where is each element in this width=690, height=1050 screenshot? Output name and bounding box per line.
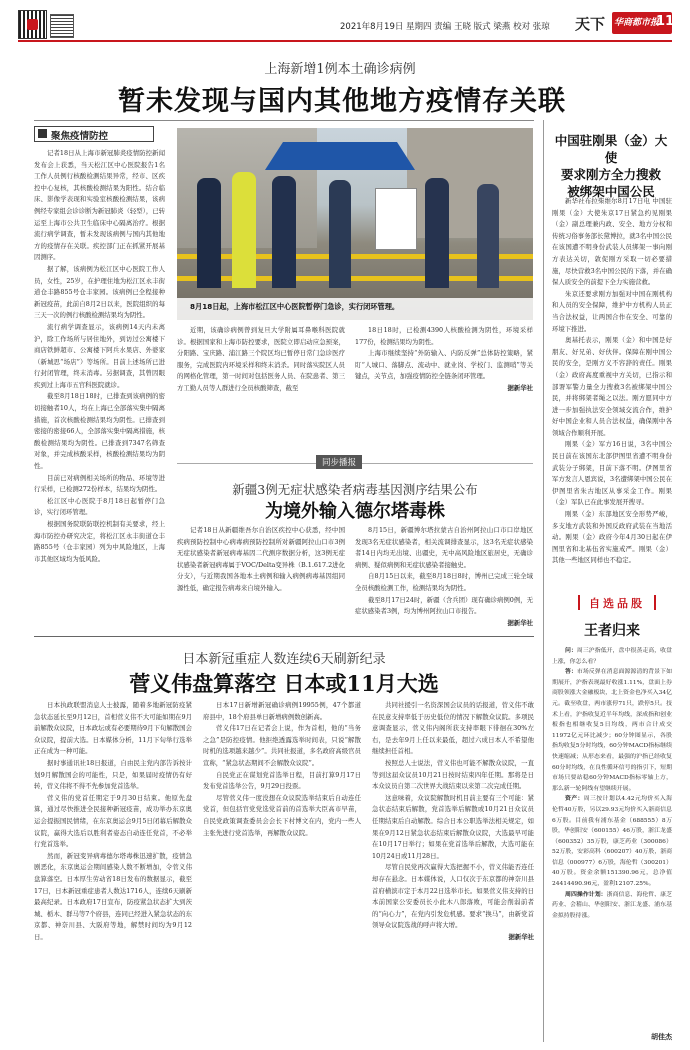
qa-label: 周四操作计划： xyxy=(565,890,607,898)
qa-text: 浙商信息、海伦哲、康芝药业、会稽山、华创阳安、浙江龙盛、浦东基金拟持股待涨。 xyxy=(552,891,672,919)
japan-col-2 xyxy=(203,700,361,1042)
lead-tag-label: 聚焦疫情防控 xyxy=(51,131,109,142)
sync-label: 同步播报 xyxy=(316,455,362,469)
second-para-1: 记者18日从新疆维吾尔自治区疾控中心获悉，经中国疾病预防控制中心病毒病预防控制所对新疆阿拉山口市3例无症状感染者新冠病毒基因二代测序数据分析，这3例无症状感染者新冠病毒属于VOC/Delta变异株（B.1.617.2进化分支），与近期我国各地本土病例和输入病例病毒基因组同源性低，确定报告病毒来自境外输入。 xyxy=(177,526,345,592)
lead-col-2 xyxy=(177,325,345,441)
qa-text: 周三按计划以4.42元均价买入海伦哲40万股，另以29.93元均价买入浙商信息6万股。目前我有浦东基金（688555）8万股，华创阳安（600155）46万股，浙江龙盛（600352）35万股，康芝药业（300086）52万股，安彩高科（600207）40万股，浙商信息（000977）6万股，海伦哲（300201）40万股。资金余额151390.96元，总净值24414490.96元，盈利12107.25%。 xyxy=(552,796,672,888)
tent-icon xyxy=(265,142,415,170)
lead-credit: 据新华社 xyxy=(507,383,533,392)
lead-para-1: 记者18日从上海市新冠肺炎疫情防控新闻发布会上获悉，当天松江区中心医院报告1名工作人员例行核酸检测结果异常，经市、区疾控中心复核，其核酸检测结果为阳性。结合临床、影像学表现和实验室核酸检测结果，该病例经专家组会诊诊断为新冠肺炎（轻型），已转运至上海市公共卫生临床中心隔离治疗。根据流行病学调查，暂未发现该病例与国内其他地方的疫情存在关联。疾控部门正在抓紧开展基因测序。 xyxy=(34,149,165,262)
qa-item xyxy=(552,794,672,889)
second-col-2 xyxy=(355,525,533,629)
japan-para-6: 菅义伟17日在记者会上说，作为首相，他的“当务之急”是防控疫情。他拒绝透露选举时间表，只说“解散时机的选项越来越少”。共同社报道，多名政府高级官员宣称，“紧急状态期间不会解散众议院”。 xyxy=(203,724,361,767)
second-credit: 据新华社 xyxy=(507,618,533,627)
stock-tag-label: 自选品股 xyxy=(589,597,645,610)
photo-caption: 8月18日起，上海市松江区中心医院暂停门急诊，实行闭环管理。 xyxy=(190,302,400,311)
japan-para-1: 日本执政联盟消息人士披露，随着多地新冠防疫紧急状态延长至9月12日，首相菅义伟不大可能如期在9月前解散众议院，日本政坛或有必要期待9月下旬解散国会众议院，提前大选。日本媒体分析，11月下旬举行选举正在成为一种可能。 xyxy=(34,701,192,756)
japan-para-9: 共同社援引一名资深国会议员的话报道，菅义伟不敢在民意支持率低于历史低位的情况下解散众议院。多项民意调查显示，菅义伟内阁所获支持率眼下徘徊在30%左右，是去年9月上任以来最低，超过六成日本人不希望他继续担任首相。 xyxy=(372,701,534,756)
lead-tag xyxy=(34,126,154,142)
qa-item xyxy=(552,890,672,922)
stock-credit: 胡佳杰 xyxy=(651,1033,672,1041)
japan-para-4: 然而，新冠变异病毒德尔塔毒株迅速扩散，疫情急剧恶化，东京奥运会期间感染人数不断增加，令菅义伟盘算落空。日本厚生劳动省18日发布的数据显示，截至17日，日本新冠重症患者人数达1716人，连续6天刷新最高纪录。日本政府17日宣布，防疫紧急状态扩大到茨城、栃木、群马等7个府县，连同已经进入紧急状态的东京都、神奈川县、大阪府等地，解禁时间均为9月12日。 xyxy=(34,851,192,941)
lead-para-9: 18日18时，已检测4390人核酸检测为阴性，环境采样177份，检测结果均为阴性。 xyxy=(355,326,533,346)
lead-col-1 xyxy=(34,148,165,624)
second-kicker: 新疆3例无症状感染者病毒基因测序结果公布 xyxy=(232,482,478,497)
stock-tag xyxy=(578,595,656,610)
lead-para-3: 流行病学调查显示，该病例14天内未离沪，除工作场所与居住地外，到访过公寓楼下商店铁鲜超市、公寓楼下阿兵水果店、外婆家（新城思“场店”）等场所。目前上述场所已进行封闭管理，终末消毒。另据调查，其曾因眼疾到过上海市五官科医院就诊。 xyxy=(34,322,165,389)
lead-headline: 暂未发现与国内其他地方疫情存关联 xyxy=(118,86,566,117)
qa-text: 周三沪指低开，盘中很蒸走高，收盘上涨，你怎么看？ xyxy=(552,648,672,665)
lead-photo xyxy=(177,128,533,320)
second-col-1 xyxy=(177,525,345,629)
section-name: 天下 xyxy=(575,15,606,33)
right-headline xyxy=(550,132,672,200)
second-para-2: 8月15日，新疆博尔塔拉蒙古自治州阿拉山口市口岸地区发现3名无症状感染者，相关流调排查显示，这3名无症状感染者14日内均无出境、出疆史，无中高风险地区旅居史，无确诊病例、疑似病例和无症状感染者接触史。 xyxy=(355,526,533,569)
lead-para-4: 截至8月18日18时，已排查到该病例的密切接触者10人，均在上海已全部落实集中隔离措施，首次核酸检测结果均为阴性。已排查到密接的密接66人，全部落实集中隔离措施，核酸检测结果均为阴性。已排查到7347名筛查对象，并完成核酸采样，核酸检测结果均为阴性。 xyxy=(34,392,165,471)
brand-logo: 华商都市报 xyxy=(614,18,660,28)
page-number: 11 xyxy=(656,14,675,29)
right-para-5: 刚果（金）东部地区安全形势严峻，多支地方武装和外国反政府武装在当地活动。刚果（金）政府今年4月30日起在伊图里省和北基伍省实施戒严。刚果（金）其他一些地区同样也不稳定。 xyxy=(552,510,672,565)
right-para-2: 朱京还要求刚方加强对中国在刚机构和人员的安全保障，维护中方机构人员正当合法权益，让两国合作在安全、可靠的环境下推进。 xyxy=(552,289,672,333)
qa-item xyxy=(552,646,672,667)
lower-section-rule xyxy=(34,636,534,637)
lead-para-5: 目前已对病例相关场所的物品、环境等进行采样，已检测272份样本，结果均为阴性。 xyxy=(34,473,165,494)
japan-para-10: 按照总人士说法，菅义伟也可能不解散众议院，一直等到这届众议员10月21日按时结束四年任期。那将是日本众议员自第二次世界大战结束以来第二次完成任期。 xyxy=(372,758,534,791)
japan-para-7: 自民党正在谋划党首选举日程，目前打算9月17日发布党首选举公告，9月29日投票。 xyxy=(203,770,361,791)
right-headline-line-2: 要求刚方全力搜救 xyxy=(560,167,661,182)
masthead-rule xyxy=(18,40,672,42)
japan-col-1 xyxy=(34,700,192,1042)
headline-rule xyxy=(34,120,534,121)
japan-kicker: 日本新冠重症人数连续6天刷新纪录 xyxy=(182,652,386,667)
qa-label: 问： xyxy=(565,647,577,654)
right-para-4: 刚果（金）军方16日说，3名中国公民日前在该国东北部伊图里省遭不明身份武装分子绑架，目前下落不明。伊图里省军方发言人恩宾说，3名遭绑架中国公民在伊图里省朱古地区从事采金工作。刚果（金）军队已在此事发展开搜寻。 xyxy=(552,440,672,507)
second-para-3: 自8月15日以来，截至8月18日8时，博州已完成三轮全域全员核酸检测工作，检测结果均为阴性。 xyxy=(355,572,533,592)
qa-label: 答： xyxy=(565,668,577,676)
japan-para-11: 这意味着，众议院解散时机目前主要有三个可能：紧急状态结束后解散，党首选举后解散或10月21日众议员任期结束后自动解散。综合日本公职选举法相关规定，如果在9月12日紧急状态结束后解散众议院，大选最早可能在10月17日举行；如果在党首选举后解散，大选可能在10月24日或11月28日。 xyxy=(372,793,534,860)
lead-kicker: 上海新增1例本土确诊病例 xyxy=(264,62,416,77)
right-headline-line-1: 中国驻刚果（金）大使 xyxy=(554,133,668,165)
qa-item xyxy=(552,667,672,794)
right-para-1: 新华社布拉柴维尔8月17日电 中国驻刚果（金）大使朱京17日紧急约见刚果（金）副总理兼内政、安全、地方分权和传统习俗事务部长黛博拉，就3名中国公民在该国遭不明身份武装人员绑架一事向刚方表达关切，敦促刚方采取一切必要措施，尽快营救3名中国公民的下落，并在确保人质安全的前提下全力实施营救。 xyxy=(552,197,672,287)
qa-label: 资产： xyxy=(565,795,584,803)
lead-para-7: 根据国务院联防联控机制有关要求，经上海市防控办研究决定，将松江区永丰街道仓丰路855号（仓丰家园）列为中风险地区，上海市其他区域均为低风险。 xyxy=(34,520,165,563)
second-para-4: 截至8月17日24时，新疆（含兵团）现有确诊病例0例，无症状感染者3例，均为博州阿拉山口市报告。 xyxy=(355,595,533,616)
lead-para-6: 松江区中心医院于8月18日起暂停门急诊，实行闭环管理。 xyxy=(34,496,165,517)
stock-headline: 王者归来 xyxy=(584,623,640,639)
japan-para-8: 尽管菅义伟一度没想在众议院选举结束后自动连任党首，但包括官党党选党首前的首选举大臣高市早苗，自民党政策调查委员会会长下村博文在内，党内一些人主张先进行党首选举，再解散众议院。 xyxy=(203,793,361,837)
right-para-3: 奥基托表示，刚果（金）和中国是好朋友、好兄弟、好伙伴。保障在刚中国公民的安全，是刚方义不容辞的责任。刚果（金）政府高度重视中方关切，已指示和部署军警力量全力搜救3名被绑架中国公民，并将绑架者绳之以法。刚方愿同中方进一步加强执法安全领域交流合作，维护好中国企业和人员合法权益，确保刚中各领域合作顺利开展。 xyxy=(552,336,672,437)
japan-credit: 据新华社 xyxy=(508,932,534,941)
japan-para-5: 日本17日新增新冠确诊病例19955例，47个都道府县中，18个府县单日新增病例数创新高。 xyxy=(203,701,361,721)
right-story-body xyxy=(552,196,672,572)
japan-para-3: 菅义伟的党首任期定于9月30日结束。他原先盘算，通过尽快推进全民接种新冠疫苗，成功举办东京奥运会提振国民情绪，在东京奥运会9月5日闭幕后解散众议院，赢得大选后以胜利者姿态自动连任党首，不必举行党首选举。 xyxy=(34,793,192,849)
stock-body xyxy=(552,646,672,1030)
second-headline: 为境外输入德尔塔毒株 xyxy=(265,501,445,522)
lead-para-8: 近期，该确诊病例曾到复旦大学附属耳鼻喉科医院就诊。根据国家和上海市防控要求，医院立即启动应急预案，分阳路、宝庆路、浦江路三个院区均已暂停日常门急诊医疗服务，完成医院内环境采样和终末消杀。同时落实院区人员的网格化管理，第一时间对包括医务人员、在院患者、第三方工勤人员等人群进行全员核酸筛查，截至 xyxy=(177,326,345,392)
right-headline-line-3: 被绑架中国公民 xyxy=(567,184,655,199)
qr-code-small xyxy=(50,14,74,38)
qr-code xyxy=(18,10,47,39)
japan-col-3 xyxy=(372,700,534,1042)
japan-para-12: 尽管自民党再次赢得大选把握不小，菅义伟能否连任却存在悬念。日本媒体说，人口仅次于东京都的神奈川县首府横滨市定于本月22日选举市长。如果菅义伟支持的日本前国家公安委员长小此木八郎落败，可能会削弱前者的“向心力”，在党内引发危机感。要求“换马”，由新党首领导众议院选战的呼声将大增。 xyxy=(372,863,534,930)
lead-col-3 xyxy=(355,325,533,441)
japan-headline: 菅义伟盘算落空 日本或11月大选 xyxy=(129,671,439,696)
japan-para-2: 据时事通讯社18日报道，自由民主党内部告诉按计划9月解散国会的可能性，只是，如果届时疫情仍有好转，菅义伟将不得不先参加党首选举。 xyxy=(34,758,192,791)
tag-marker-icon xyxy=(38,129,47,138)
lead-para-10: 上海市继续坚持“外防输入、内防反弹”总体防控策略，紧盯“人城口、落脚点、流动中、就业岗、学校门、监测哨”等关键点，关节点，加强疫情防控全链条闭环管理。 xyxy=(355,349,533,381)
qa-text: 市场反弹在消息面源源清的背景下如期展开，沪指表现最好收涨1.11%，盘面上券商股领涨大金融板块，北上资金也净买入34亿元。截至收盘，两市涨停71只，跌停5只。技术上看，沪指收复近半年均线，深成指和创业板指也相继收复5日均线，两市合计成交11972亿元环比减少；60分钟图显示，各股指均收复5分时均线，60分钟MACD指标继续快速缩减；从形态来看，最强的沪指已经收复60分时均线，在良性循环信号的指引下，短期市场只要站稳60分钟MACD指标零轴上方，那么新一轮阿线有望继续开展。 xyxy=(552,669,672,792)
lead-para-2: 据了解，该病例为松江区中心医院工作人员，女性，25岁，在护理住地为松江区永丰街道仓丰路855号仓丰家园。该病例已全程接种新冠疫苗，此前自8月2日以来，医院组织的每三天一次的例行核酸检测结果均为阴性。 xyxy=(34,264,165,320)
date-line: 2021年8月19日 星期四 责编 王晓 版式 梁燕 校对 张琼 xyxy=(340,22,550,32)
right-column-divider xyxy=(543,120,544,1042)
